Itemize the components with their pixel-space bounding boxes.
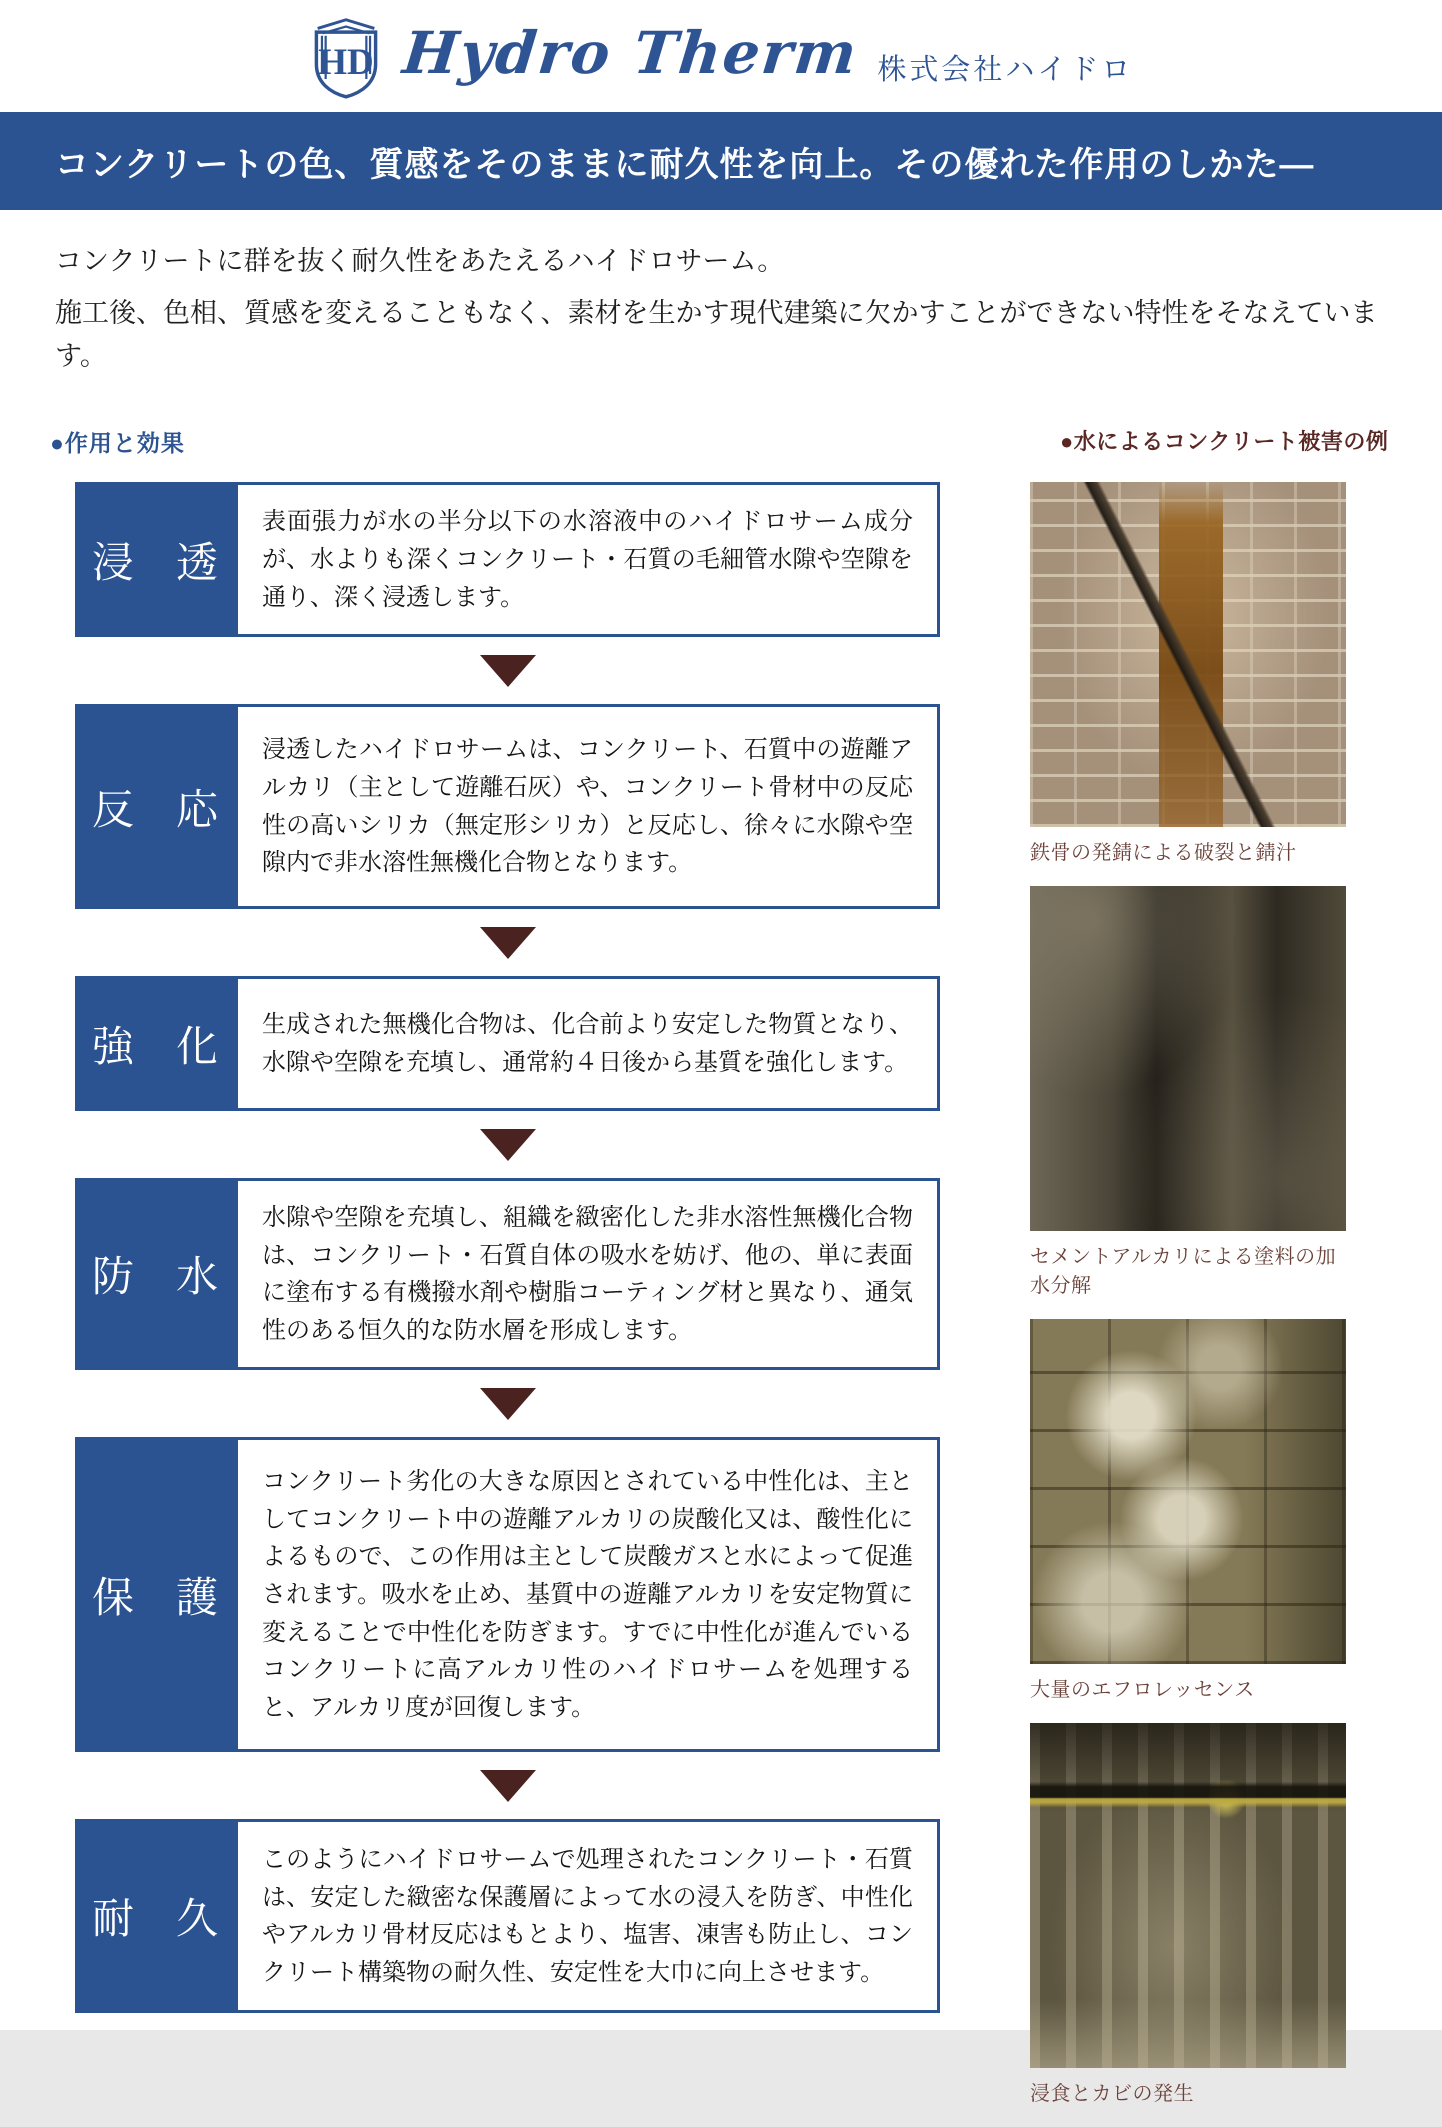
title-banner xyxy=(0,112,1442,210)
process-column xyxy=(50,425,940,2013)
photo-caption: 浸食とカビの発生 xyxy=(1030,2083,1194,2106)
step-description: 生成された無機化合物は、化合前より安定した物質となり、水隙や空隙を充填し、通常約４日後から基質を強化します。 xyxy=(235,976,940,1111)
flow-arrow-row xyxy=(75,1370,940,1437)
arrow-down-icon xyxy=(480,927,536,959)
page-title: コンクリートの色、質感をそのままに耐久性を向上。その優れた作用のしかた― xyxy=(55,145,1315,184)
section-heading-effects: ●作用と効果 xyxy=(50,430,185,457)
arrow-down-icon xyxy=(480,1770,536,1802)
header xyxy=(0,0,1442,112)
arrow-down-icon xyxy=(480,1388,536,1420)
svg-text:HD: HD xyxy=(317,42,374,84)
arrow-down-icon xyxy=(480,655,536,687)
flow-arrow-row xyxy=(75,637,940,704)
step-label: 耐 久 xyxy=(75,1819,235,2013)
flow-arrow-row xyxy=(75,1752,940,1819)
photo-caption: 大量のエフロレッセンス xyxy=(1030,1679,1255,1702)
brand-script-logo: Hydro Therm xyxy=(399,19,862,87)
step-description: コンクリート劣化の大きな原因とされている中性化は、主としてコンクリート中の遊離アルカリの炭酸化又は、酸性化によるもので、この作用は主として炭酸ガスと水によって促進されます。吸水を止め、基質中の遊離アルカリを安定物質に変えることで中性化を防ぎます。すでに中性化が進んでいるコンクリートに高アルカリ性のハイドロサームを処理すると、アルカリ度が回復します。 xyxy=(235,1437,940,1752)
damage-figure xyxy=(1030,1723,1346,2106)
photo-efflorescence xyxy=(1030,1319,1346,1664)
content xyxy=(0,425,1442,2106)
damage-examples-column xyxy=(1030,425,1389,2127)
step-shinto xyxy=(75,482,940,637)
damage-figure xyxy=(1030,1319,1346,1702)
step-description: 浸透したハイドロサームは、コンクリート、石質中の遊離アルカリ（主として遊離石灰）や、コンクリート骨材中の反応性の高いシリカ（無定形シリカ）と反応し、徐々に水隙や空隙内で非水溶性無機化合物となります。 xyxy=(235,704,940,909)
step-bosui xyxy=(75,1178,940,1370)
step-description: 水隙や空隙を充填し、組織を緻密化した非水溶性無機化合物は、コンクリート・石質自体の吸水を妨げ、他の、単に表面に塗布する有機撥水剤や樹脂コーティング材と異なり、通気性のある恒久的な防水層を形成します。 xyxy=(235,1178,940,1370)
step-label: 強 化 xyxy=(75,976,235,1111)
process-steps xyxy=(75,482,940,2013)
step-label: 保 護 xyxy=(75,1437,235,1752)
arrow-down-icon xyxy=(480,1129,536,1161)
photo-caption: 鉄骨の発錆による破裂と錆汁 xyxy=(1030,842,1297,865)
flow-arrow-row xyxy=(75,909,940,976)
damage-figure xyxy=(1030,886,1346,1298)
photo-paint-hydrolysis xyxy=(1030,886,1346,1231)
step-label: 防 水 xyxy=(75,1178,235,1370)
intro-text xyxy=(55,240,1387,379)
step-description: このようにハイドロサームで処理されたコンクリート・石質は、安定した緻密な保護層によって水の浸入を防ぎ、中性化やアルカリ骨材反応はもとより、塩害、凍害も防止し、コンクリート構築物の耐久性、安定性を大巾に向上させます。 xyxy=(235,1819,940,2013)
flow-arrow-row xyxy=(75,1111,940,1178)
section-heading-damage: ●水によるコンクリート被害の例 xyxy=(1060,429,1389,455)
step-label: 浸 透 xyxy=(75,482,235,637)
damage-figure xyxy=(1030,482,1346,865)
intro-line-2: 施工後、色相、質感を変えることもなく、素材を生かす現代建築に欠かすことができない特性をそなえています。 xyxy=(55,297,1378,372)
photo-erosion-mould xyxy=(1030,1723,1346,2068)
photo-caption: セメントアルカリによる塗料の加水分解 xyxy=(1030,1246,1337,1298)
step-description: 表面張力が水の半分以下の水溶液中のハイドロサーム成分が、水よりも深くコンクリート・石質の毛細管水隙や空隙を通り、深く浸透します。 xyxy=(235,482,940,637)
company-name: 株式会社ハイドロ xyxy=(877,54,1134,86)
step-kyoka xyxy=(75,976,940,1111)
step-hanno xyxy=(75,704,940,909)
step-hogo xyxy=(75,1437,940,1752)
photo-rust-cracking xyxy=(1030,482,1346,827)
intro-line-1: コンクリートに群を抜く耐久性をあたえるハイドロサーム。 xyxy=(55,246,785,276)
step-label: 反 応 xyxy=(75,704,235,909)
step-taikyu xyxy=(75,1819,940,2013)
hydro-shield-logo-icon xyxy=(309,17,383,99)
